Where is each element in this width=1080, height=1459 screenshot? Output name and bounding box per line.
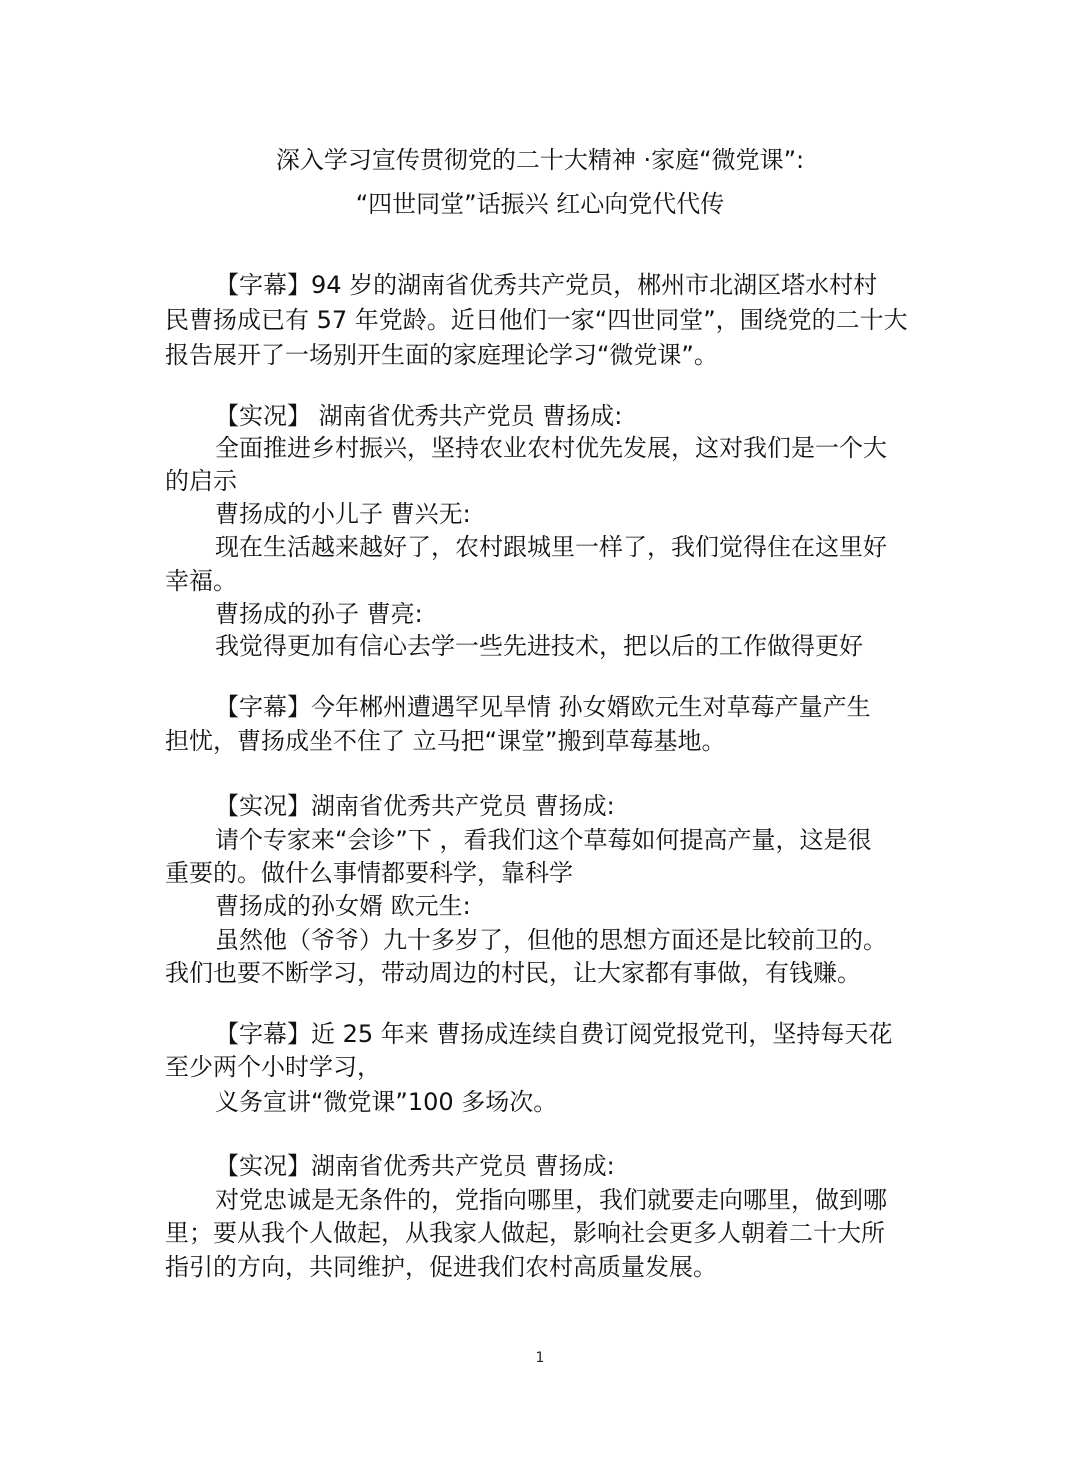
text-line: 报告展开了一场别开生面的家庭理论学习“微党课”。 xyxy=(165,341,718,369)
text-line: 曹扬成的孙女婿 欧元生: xyxy=(215,892,471,920)
text-line: 虽然他（爷爷）九十多岁了，但他的思想方面还是比较前卫的。 xyxy=(215,926,887,954)
text-line: 曹扬成的孙子 曹亮: xyxy=(215,600,423,628)
text-line: 【实况】 湖南省优秀共产党员 曹扬成: xyxy=(215,402,623,430)
text-line: 的启示 xyxy=(165,467,237,495)
text-line: 请个专家来“会诊”下 ，看我们这个草莓如何提高产量，这是很 xyxy=(215,826,872,854)
text-line: 我觉得更加有信心去学一些先进技术，把以后的工作做得更好 xyxy=(215,632,863,660)
text-line: 至少两个小时学习， xyxy=(165,1053,381,1081)
text-line: 幸福。 xyxy=(165,567,237,595)
text-line: 全面推进乡村振兴，坚持农业农村优先发展，这对我们是一个大 xyxy=(215,434,887,462)
document-title: 深入学习宣传贯彻党的二十大精神 ·家庭“微党课”: xyxy=(275,146,805,174)
text-line: 现在生活越来越好了，农村跟城里一样了，我们觉得住在这里好 xyxy=(215,533,887,561)
document-subtitle: “四世同堂”话振兴 红心向党代代传 xyxy=(355,190,725,218)
text-line: 里；要从我个人做起，从我家人做起，影响社会更多人朝着二十大所 xyxy=(165,1219,885,1247)
text-line: 【实况】湖南省优秀共产党员 曹扬成: xyxy=(215,792,615,820)
text-line: 【字幕】近 25 年来 曹扬成连续自费订阅党报党刊，坚持每天花 xyxy=(215,1020,893,1048)
text-line: 义务宣讲“微党课”100 多场次。 xyxy=(215,1088,558,1116)
text-line: 【字幕】今年郴州遭遇罕见旱情 孙女婿欧元生对草莓产量产生 xyxy=(215,693,871,721)
text-line: 【字幕】94 岁的湖南省优秀共产党员，郴州市北湖区塔水村村 xyxy=(215,271,878,299)
text-line: 担忧，曹扬成坐不住了 立马把“课堂”搬到草莓基地。 xyxy=(165,727,726,755)
text-line: 指引的方向，共同维护，促进我们农村高质量发展。 xyxy=(165,1253,717,1281)
text-line: 对党忠诚是无条件的，党指向哪里，我们就要走向哪里，做到哪 xyxy=(215,1186,887,1214)
page-number: 1 xyxy=(535,1350,545,1366)
text-line: 重要的。做什么事情都要科学，靠科学 xyxy=(165,859,573,887)
text-line: 民曹扬成已有 57 年党龄。近日他们一家“四世同堂”，围绕党的二十大 xyxy=(165,306,908,334)
text-line: 【实况】湖南省优秀共产党员 曹扬成: xyxy=(215,1152,615,1180)
text-line: 我们也要不断学习，带动周边的村民，让大家都有事做，有钱赚。 xyxy=(165,959,861,987)
text-line: 曹扬成的小儿子 曹兴无: xyxy=(215,500,471,528)
